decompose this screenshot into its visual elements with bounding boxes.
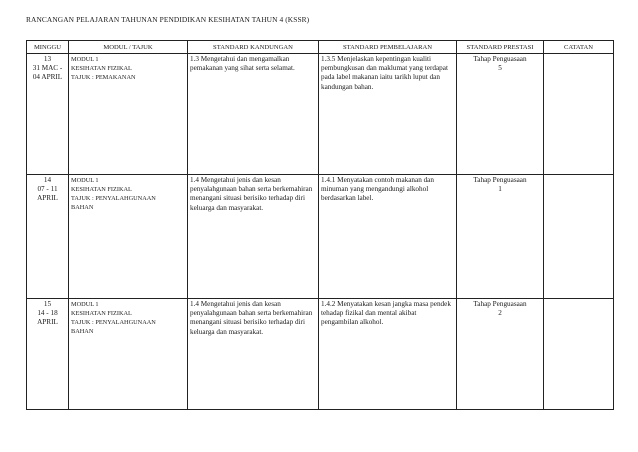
performance-label: Tahap Penguasaan (473, 55, 527, 63)
week-number: 13 (43, 55, 52, 63)
header-minggu: MINGGU (27, 41, 69, 54)
content-standard-cell: 1.4 Mengetahui jenis dan kesan penyalahgunaan bahan serta berkemahiran menangani situasi berisiko terhadap diri keluarga dan masyarakat. (188, 299, 319, 410)
header-standard-kandungan: STANDARD KANDUNGAN (188, 41, 319, 54)
module-topic: TAJUK : PENYALAHGUNAAN (71, 195, 156, 202)
performance-level: 2 (498, 309, 502, 318)
week-date-end: APRIL (37, 194, 58, 203)
week-number: 14 (43, 176, 52, 184)
table-row (27, 175, 614, 299)
week-cell (27, 299, 69, 410)
week-number: 15 (43, 300, 52, 308)
document-title: RANCANGAN PELAJARAN TAHUNAN PENDIDIKAN KESIHATAN TAHUN 4 (KSSR) (26, 15, 310, 24)
content-standard-cell: 1.4 Mengetahui jenis dan kesan penyalahgunaan bahan serta berkemahiran menangani situasi berisiko terhadap diri keluarga dan masyarakat. (188, 175, 319, 299)
module-area: KESIHATAN FIZIKAL (71, 186, 132, 193)
module-cell (69, 175, 188, 299)
week-date-start: 14 - 18 (37, 309, 58, 318)
lesson-plan-table (26, 40, 614, 410)
notes-cell (544, 175, 614, 299)
module-name: MODUL 1 (71, 56, 99, 63)
performance-label: Tahap Penguasaan (473, 176, 527, 184)
module-cell (69, 54, 188, 175)
table-row (27, 299, 614, 410)
week-date-start: 07 - 11 (37, 185, 58, 194)
learning-standard-cell: 1.3.5 Menjelaskan kepentingan kualiti pembungkusan dan maklumat yang terdapat pada label makanan iaitu tarikh luput dan kandungan bahan. (319, 54, 457, 175)
performance-standard-cell (457, 299, 544, 410)
performance-level: 1 (498, 185, 502, 194)
module-name: MODUL 1 (71, 177, 99, 184)
module-area: KESIHATAN FIZIKAL (71, 65, 132, 72)
notes-cell (544, 54, 614, 175)
module-area: KESIHATAN FIZIKAL (71, 310, 132, 317)
module-topic: TAJUK : PEMAKANAN (71, 74, 136, 81)
learning-standard-cell: 1.4.2 Menyatakan kesan jangka masa pendek tehadap fizikal dan mental akibat pengambilan alkohol. (319, 299, 457, 410)
learning-standard-cell: 1.4.1 Menyatakan contoh makanan dan minuman yang mengandungi alkohol berdasarkan label. (319, 175, 457, 299)
week-date-end: 04 APRIL (32, 73, 63, 82)
week-cell (27, 175, 69, 299)
module-name: MODUL 1 (71, 301, 99, 308)
content-standard-cell: 1.3 Mengetahui dan mengamalkan pemakanan yang sihat serta selamat. (188, 54, 319, 175)
header-modul-tajuk: MODUL / TAJUK (69, 41, 188, 54)
week-date-end: APRIL (37, 318, 58, 327)
performance-level: 5 (498, 64, 502, 73)
table-row (27, 54, 614, 175)
module-cell (69, 299, 188, 410)
module-topic: TAJUK : PENYALAHGUNAAN (71, 319, 156, 326)
week-date-start: 31 MAC - (32, 64, 63, 73)
performance-label: Tahap Penguasaan (473, 300, 527, 308)
notes-cell (544, 299, 614, 410)
performance-standard-cell (457, 175, 544, 299)
module-topic-cont: BAHAN (71, 328, 94, 335)
performance-standard-cell (457, 54, 544, 175)
week-cell (27, 54, 69, 175)
header-catatan: CATATAN (544, 41, 614, 54)
header-standard-prestasi: STANDARD PRESTASI (457, 41, 544, 54)
module-topic-cont: BAHAN (71, 204, 94, 211)
header-standard-pembelajaran: STANDARD PEMBELAJARAN (319, 41, 457, 54)
table-header-row (27, 41, 614, 54)
